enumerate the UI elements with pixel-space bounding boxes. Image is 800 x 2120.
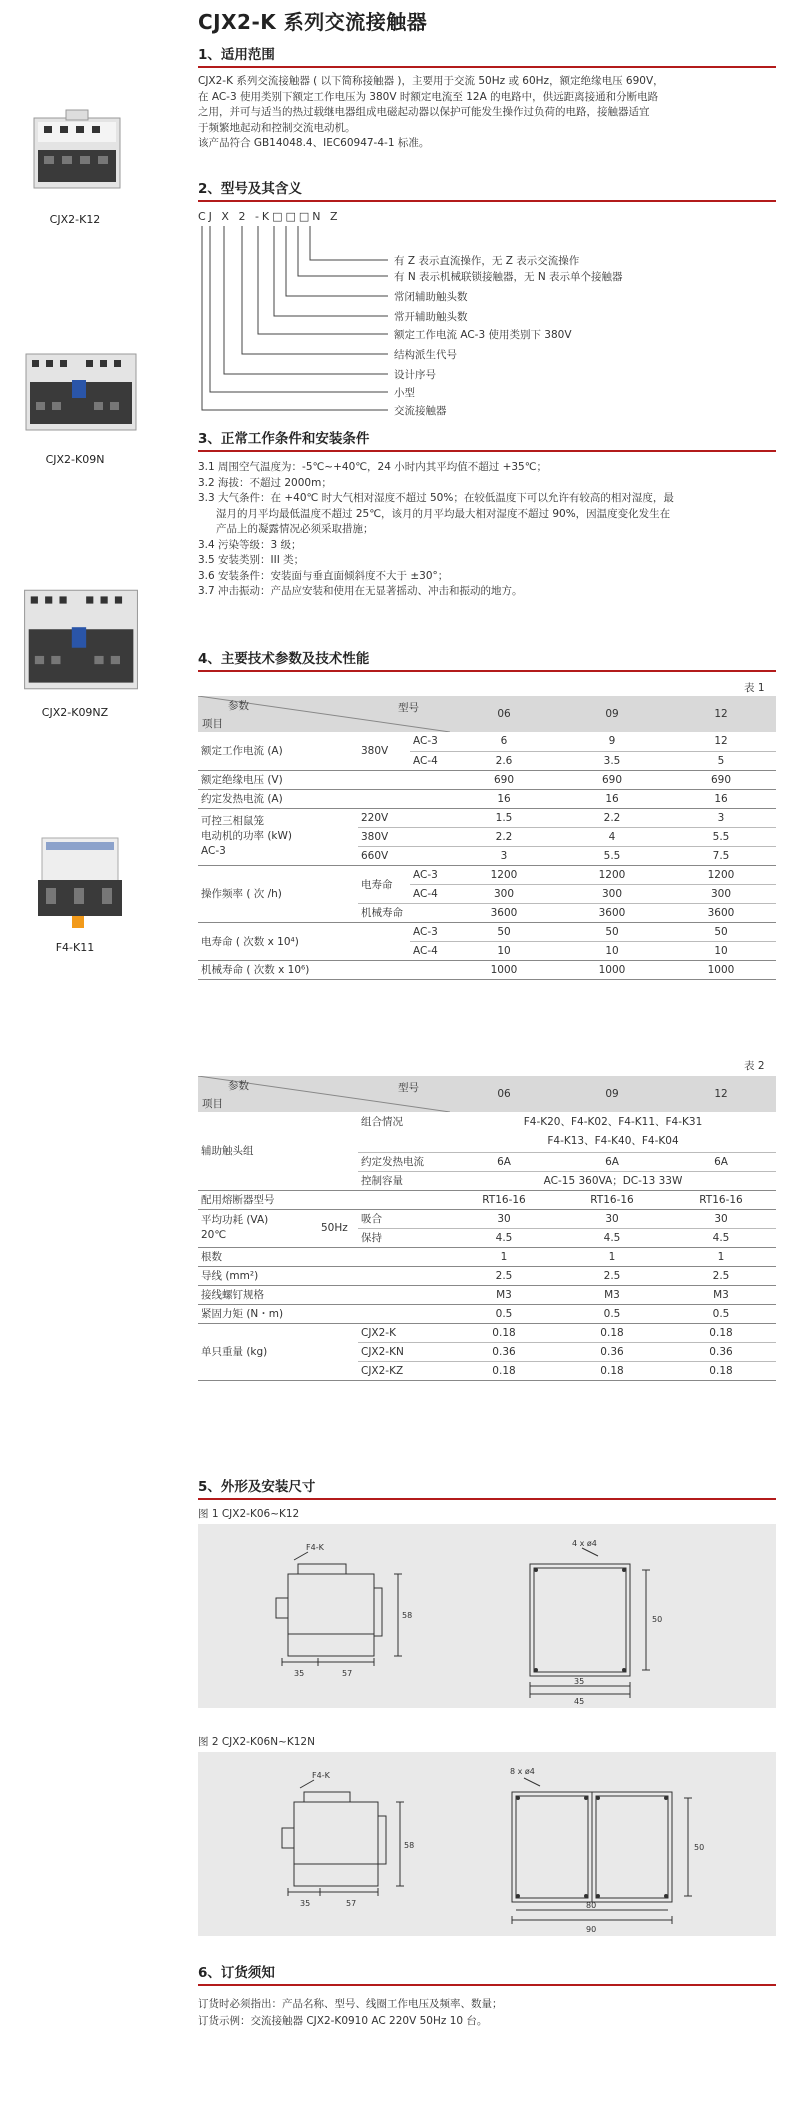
product-cjx2-k09nz	[10, 580, 160, 719]
model-annotation: 有 Z 表示直流操作，无 Z 表示交流操作	[394, 255, 580, 267]
product-cjx2-k09n	[10, 340, 160, 466]
spec-table-1	[198, 696, 776, 980]
section-header: 1、适用范围	[198, 44, 776, 68]
table-row: 660V 3 5.5 7.5	[198, 846, 776, 865]
ordering-text: 订货时必须指出：产品名称、型号、线圈工作电压及频率、数量； 订货示例：交流接触器 CJX2-K0910 AC 220V 50Hz 10 台。	[198, 1998, 503, 2027]
table-row: 保持 4.5 4.5 4.5	[198, 1228, 776, 1247]
product-caption: CJX2-K12	[49, 213, 101, 226]
table-row: AC-4 300 300 300	[198, 884, 776, 903]
model-annotation: 小型	[394, 387, 415, 399]
table-header-row: 参数 项目 型号 06 09 12	[198, 696, 776, 732]
figure-2-dimensions	[198, 1752, 776, 1936]
table-row: 额定绝缘电压 (V) 690 690 690	[198, 770, 776, 789]
table-row: 单只重量 (kg) CJX2-K 0.18 0.18 0.18	[198, 1323, 776, 1342]
dim-label: 57	[346, 1899, 357, 1908]
dim-label: 80	[586, 1901, 597, 1910]
dim-label: 58	[402, 1611, 413, 1620]
table-caption: 表 1	[744, 682, 765, 694]
contactor-image	[10, 340, 150, 445]
figure-caption: 图 1 CJX2-K06~K12	[198, 1508, 300, 1520]
aux-contact-image	[16, 828, 136, 933]
table-row: 接线螺钉规格 M3 M3 M3	[198, 1285, 776, 1304]
spec-table-2	[198, 1076, 776, 1381]
table-row: 约定发热电流 (A) 16 16 16	[198, 789, 776, 808]
table-header-row: 参数 项目 型号 06 09 12	[198, 1076, 776, 1112]
model-annotation: 结构派生代号	[394, 349, 457, 361]
table-row: 机械寿命 ( 次数 x 10⁶) 1000 1000 1000	[198, 960, 776, 979]
scope-text: CJX2-K 系列交流接触器 ( 以下简称接触器 )，主要用于交流 50Hz 或 60Hz，额定绝缘电压 690V， 在 AC-3 使用类别下额定工作电压为 380V 时额定电流至 12A 的电路中，供远距离接通和分断电路 之用，并可与适当的热过载继电器组成电磁起动器以保护可能发生操作过负荷的电路，接触器适宜 于频繁地起动和控制交流电动机。 该产品符合 GB14048.4、IEC60947-4-1 标准。	[198, 75, 664, 149]
table-row: 额定工作电流 (A) 380V AC-3 6 9 12	[198, 732, 776, 751]
contactor-image	[16, 100, 136, 205]
table-caption: 表 2	[744, 1060, 765, 1072]
contactor-image	[10, 580, 150, 698]
model-annotation: 额定工作电流 AC-3 使用类别下 380V	[394, 329, 572, 341]
model-tree-lines	[198, 224, 398, 414]
section-header: 3、正常工作条件和安装条件	[198, 428, 776, 452]
dim-label: F4-K	[306, 1543, 324, 1552]
page-title: CJX2-K 系列交流接触器	[198, 10, 428, 34]
table-row: 约定发热电流 6A 6A 6A	[198, 1152, 776, 1171]
dim-label: 35	[300, 1899, 311, 1908]
table-row: 操作频率 ( 次 /h) 电寿命 AC-3 1200 1200 1200	[198, 865, 776, 884]
table-row: 控制容量 AC-15 360VA；DC-13 33W	[198, 1171, 776, 1190]
section-header: 2、型号及其含义	[198, 178, 776, 202]
dim-label: 50	[652, 1615, 663, 1624]
product-caption: CJX2-K09N	[45, 453, 105, 466]
table-row: 平均功耗 (VA) 20℃ 50Hz 吸合 30 30 30	[198, 1209, 776, 1228]
dim-label: 45	[574, 1697, 585, 1706]
section-header: 4、主要技术参数及技术性能	[198, 648, 776, 672]
dim-label: 50	[694, 1843, 705, 1852]
table-row: AC-4 2.6 3.5 5	[198, 751, 776, 770]
model-annotation: 常闭辅助触头数	[394, 291, 468, 303]
product-cjx2-k12	[10, 100, 160, 226]
product-f4-k11	[10, 828, 160, 954]
dim-label: 4 x ø4	[572, 1539, 597, 1548]
dim-label: 57	[342, 1669, 353, 1678]
conditions-text: 3.1 周围空气温度为：-5℃~+40℃，24 小时内其平均值不超过 +35℃； 3.2 海拔：不超过 2000m； 3.3 大气条件：在 +40℃ 时大气相对湿度不超过 50%；在较低温度下可以允许有较高的相对湿度，最 湿月的月平均最低温度不超过 25℃，该月的月平均最大相对湿度不超过 90%，因温度变化发生在 产品上的凝露情况必须采取措施； 3.4 污染等级：3 级； 3.5 安装类别：III 类； 3.6 安装条件：安装面与垂直面倾斜度不大于 ±30°； 3.7 冲击振动：产品应安装和使用在无显著摇动、冲击和振动的地方。	[198, 461, 674, 597]
table-row: 紧固力矩 (N・m) 0.5 0.5 0.5	[198, 1304, 776, 1323]
dim-label: 58	[404, 1841, 415, 1850]
section-header: 6、订货须知	[198, 1962, 776, 1986]
product-caption: F4-K11	[55, 941, 95, 954]
model-annotation: 设计序号	[394, 369, 436, 381]
table-row: 380V 2.2 4 5.5	[198, 827, 776, 846]
dim-label: 35	[294, 1669, 305, 1678]
table-row: 机械寿命 3600 3600 3600	[198, 903, 776, 922]
model-code: CJ X 2 -K□□□N Z	[198, 210, 341, 223]
dim-label: 8 x ø4	[510, 1767, 535, 1776]
figure-1-dimensions	[198, 1524, 776, 1708]
table-row: CJX2-KZ 0.18 0.18 0.18	[198, 1361, 776, 1380]
table-row: 电寿命 ( 次数 x 10⁴) AC-3 50 50 50	[198, 922, 776, 941]
table-row: 导线 (mm²) 2.5 2.5 2.5	[198, 1266, 776, 1285]
table-row: 辅助触头组 组合情况 F4-K20、F4-K02、F4-K11、F4-K31 F4-K13、F4-K40、F4-K04	[198, 1112, 776, 1152]
model-annotation: 有 N 表示机械联锁接触器，无 N 表示单个接触器	[394, 271, 623, 283]
model-annotation: 常开辅助触头数	[394, 311, 468, 323]
figure-caption: 图 2 CJX2-K06N~K12N	[198, 1736, 315, 1748]
dim-label: 90	[586, 1925, 597, 1934]
table-row: CJX2-KN 0.36 0.36 0.36	[198, 1342, 776, 1361]
model-annotation: 交流接触器	[394, 405, 447, 417]
product-caption: CJX2-K09NZ	[41, 706, 109, 719]
table-row: 根数 1 1 1	[198, 1247, 776, 1266]
table-row: 配用熔断器型号 RT16-16 RT16-16 RT16-16	[198, 1190, 776, 1209]
dim-label: 35	[574, 1677, 585, 1686]
table-row: AC-4 10 10 10	[198, 941, 776, 960]
dim-label: F4-K	[312, 1771, 330, 1780]
table-row: 可控三相鼠笼 电动机的功率 (kW) AC-3 220V 1.5 2.2 3	[198, 808, 776, 827]
section-header: 5、外形及安装尺寸	[198, 1476, 776, 1500]
